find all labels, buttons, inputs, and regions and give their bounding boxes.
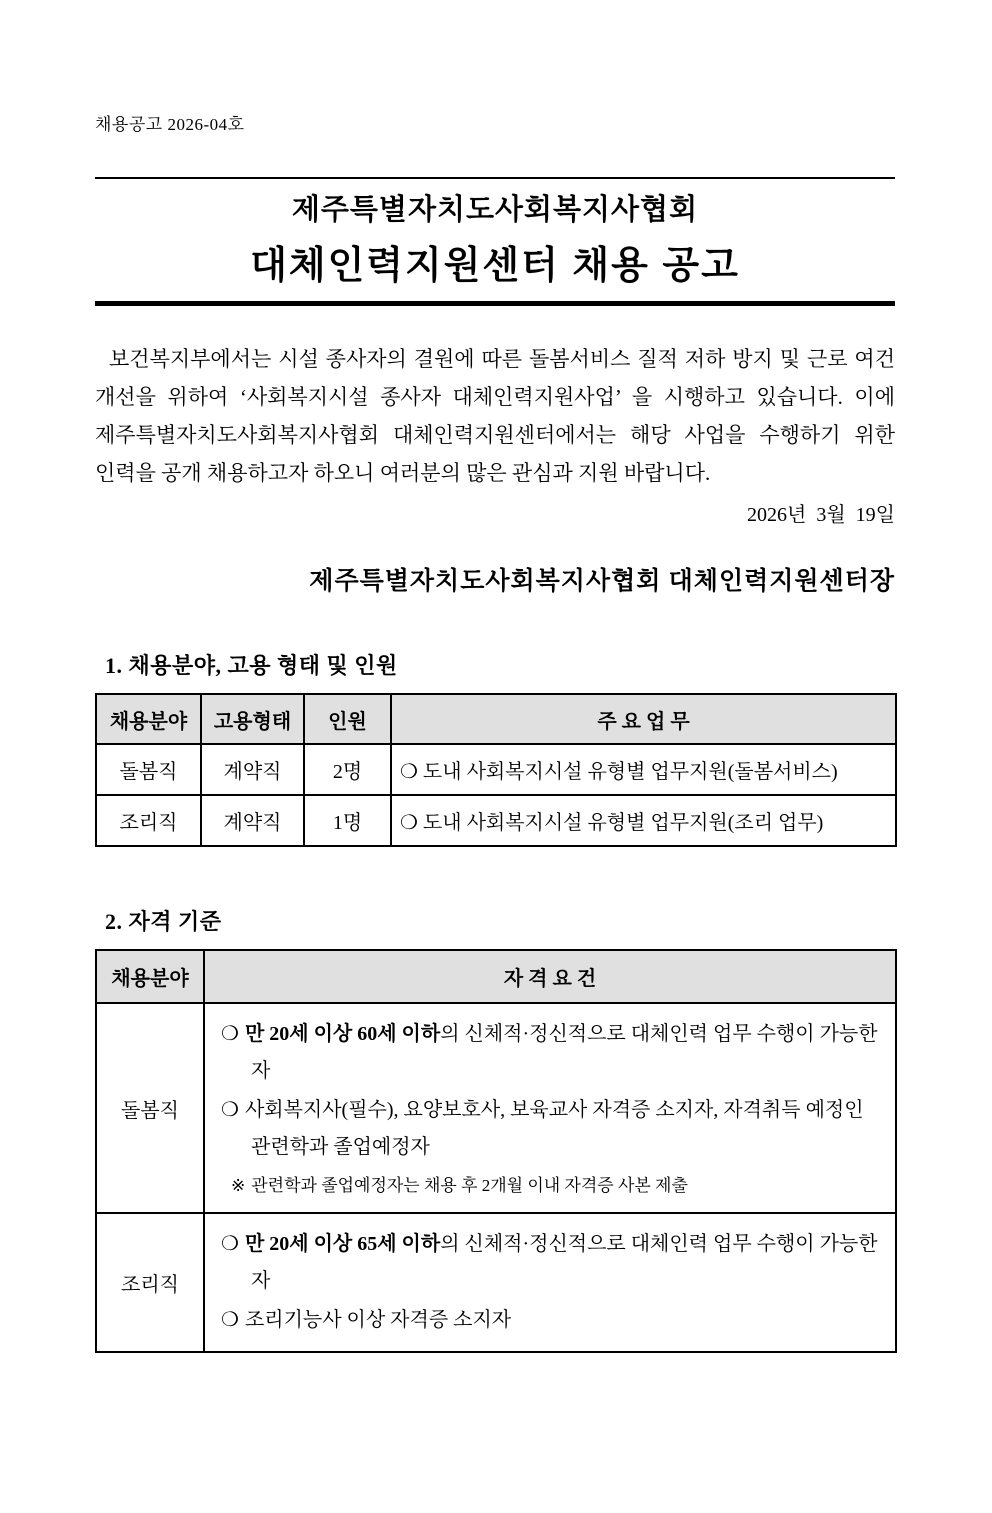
qualification-item xyxy=(213,1302,889,1339)
document-page xyxy=(0,110,992,1513)
circle-bullet-icon: ❍ xyxy=(221,1233,239,1255)
field-cell: 돌봄직 xyxy=(96,1003,204,1213)
intro-paragraph: 보건복지부에서는 시설 종사자의 결원에 따른 돌봄서비스 질적 저하 방지 및 근로 여건 개선을 위하여 ‘사회복지시설 종사자 대체인력지원사업’ 을 시행하고 있습니다. 이에 제주특별자치도사회복지사협회 대체인력지원센터에서는 해당 사업을 수행하기 위한 인력을 공개 채용하고자 하오니 여러분의 많은 관심과 지원 바랍니다. xyxy=(95,347,895,485)
qualification-note-text: 관련학과 졸업예정자는 채용 후 2개월 이내 자격증 사본 제출 xyxy=(251,1176,688,1195)
count-cell: 1명 xyxy=(304,795,391,846)
qualification-item xyxy=(213,1016,889,1090)
table-row-care-qualifications xyxy=(96,1003,896,1213)
table-row-care xyxy=(96,744,896,795)
circle-bullet-icon: ❍ xyxy=(221,1023,239,1045)
count-cell: 2명 xyxy=(304,744,391,795)
qualification-item xyxy=(213,1226,889,1300)
header-cell-requirements: 자 격 요 건 xyxy=(204,950,896,1003)
header-cell-main-duties: 주 요 업 무 xyxy=(391,694,896,744)
table-row-cook xyxy=(96,795,896,846)
header-cell-headcount: 인원 xyxy=(304,694,391,744)
qualification-bold-text: 만 20세 이상 60세 이하 xyxy=(244,1023,441,1045)
org-title: 제주특별자치도사회복지사협회 xyxy=(291,194,699,226)
field-cell: 조리직 xyxy=(96,795,201,846)
duty-cell: ❍ 도내 사회복지시설 유형별 업무지원(돌봄서비스) xyxy=(391,744,896,795)
header-cell-employment-type: 고용형태 xyxy=(201,694,304,744)
qualification-cell xyxy=(204,1213,896,1352)
qualification-text: 의 신체적·정신적으로 대체인력 업무 수행이 가능한 자 xyxy=(251,1023,878,1082)
page-title: 대체인력지원센터 채용 공고 xyxy=(250,245,740,287)
qualification-cell xyxy=(204,1003,896,1213)
signature-line: 제주특별자치도사회복지사협회 대체인력지원센터장 xyxy=(309,568,895,595)
type-cell: 계약직 xyxy=(201,744,304,795)
qualification-table-header-row xyxy=(96,950,896,1003)
qualification-text: 사회복지사(필수), 요양보호사, 보육교사 자격증 소지자, 자격취득 예정인 관련학과 졸업예정자 xyxy=(244,1099,864,1158)
qualification-text: 의 신체적·정신적으로 대체인력 업무 수행이 가능한 자 xyxy=(251,1233,878,1292)
qualification-item xyxy=(213,1092,889,1166)
circle-bullet-icon: ❍ xyxy=(221,1099,239,1121)
date-line: 2026년 3월 19일 xyxy=(747,504,895,526)
header-cell-field: 채용분야 xyxy=(96,950,204,1003)
circle-bullet-icon: ❍ xyxy=(221,1309,239,1331)
duty-cell: ❍ 도내 사회복지시설 유형별 업무지원(조리 업무) xyxy=(391,795,896,846)
field-cell: 돌봄직 xyxy=(96,744,201,795)
title-block xyxy=(95,177,895,306)
type-cell: 계약직 xyxy=(201,795,304,846)
qualification-bold-text: 만 20세 이상 65세 이하 xyxy=(244,1233,441,1255)
recruitment-table xyxy=(95,693,897,847)
field-cell: 조리직 xyxy=(96,1213,204,1352)
recruitment-table-header-row xyxy=(96,694,896,744)
qualification-note xyxy=(213,1172,889,1200)
doc-number: 채용공고 2026-04호 xyxy=(95,115,245,134)
header-cell-field: 채용분야 xyxy=(96,694,201,744)
qualification-table xyxy=(95,949,897,1353)
section-1-heading: 1. 채용분야, 고용 형태 및 인원 xyxy=(105,653,398,678)
table-row-cook-qualifications xyxy=(96,1213,896,1352)
section-2-heading: 2. 자격 기준 xyxy=(105,909,222,934)
reference-mark-icon: ※ xyxy=(231,1176,246,1195)
qualification-text: 조리기능사 이상 자격증 소지자 xyxy=(244,1309,512,1331)
